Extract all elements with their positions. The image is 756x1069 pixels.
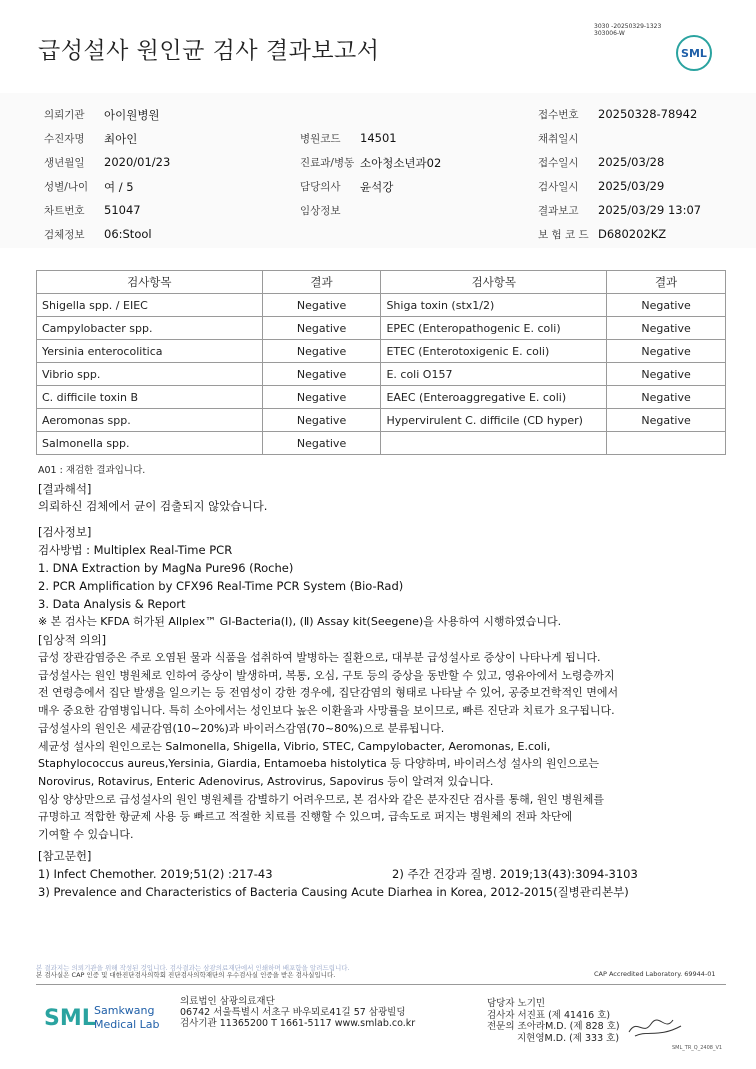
sml-logo-icon bbox=[675, 34, 713, 72]
test-item: ETEC (Enterotoxigenic E. coli) bbox=[381, 340, 607, 363]
test-result: Negative bbox=[607, 386, 726, 409]
header-result: 결과 bbox=[607, 271, 726, 294]
value-birthdate: 2020/01/23 bbox=[104, 155, 171, 169]
label-sex-age: 성별/나이 bbox=[44, 181, 89, 193]
test-item: Shiga toxin (stx1/2) bbox=[381, 294, 607, 317]
info-row-specimen bbox=[0, 223, 756, 247]
test-item: EAEC (Enteroaggregative E. coli) bbox=[381, 386, 607, 409]
test-item: Campylobacter spp. bbox=[37, 317, 263, 340]
value-sex-age: 여 / 5 bbox=[104, 180, 134, 194]
clinical-line: 급성설사의 원인은 세균감염(10~20%)과 바이러스감염(70~80%)으로 분류됩니다. bbox=[38, 721, 445, 735]
table-row bbox=[37, 317, 726, 340]
clinical-line: 급성 장관감염증은 주로 오염된 물과 식품을 섭취하여 발병하는 질환으로, 대부분 급성설사로 증상이 나타나게 됩니다. bbox=[38, 651, 601, 664]
clinical-heading: [임상적 의의] bbox=[38, 633, 107, 647]
brand-line-2: Medical Lab bbox=[94, 1018, 160, 1031]
brand-logo-text: SML bbox=[44, 1006, 96, 1031]
label-receipt-date: 접수일시 bbox=[538, 157, 579, 169]
form-code: SML_TR_Q_2408_V1 bbox=[672, 1045, 723, 1051]
test-result: Negative bbox=[607, 294, 726, 317]
label-patient-name: 수진자명 bbox=[44, 133, 85, 145]
footer-accreditation: 본 검사실은 CAP 인증 및 대한진단검사의학회 진단검사의학재단의 우수검사실 인증을 받은 검사실입니다. bbox=[36, 971, 336, 979]
test-result: Negative bbox=[262, 363, 381, 386]
label-receipt-no: 접수번호 bbox=[538, 109, 579, 121]
value-doctor: 윤석강 bbox=[360, 180, 394, 194]
footer-disclaimer: 본 결과지는 의뢰기관을 위해 작성된 것입니다. 검사결과는 삼광의료재단에서 인쇄하며 배포함을 알려드립니다. bbox=[36, 964, 350, 972]
label-insurance-code: 보 험 코 드 bbox=[538, 229, 589, 241]
test-result: Negative bbox=[262, 317, 381, 340]
table-row bbox=[37, 409, 726, 432]
clinical-line: 임상 양상만으로 급성설사의 원인 병원체를 감별하기 어려우므로, 본 검사와 같은 분자진단 검사를 통해, 원인 병원체를 bbox=[38, 792, 604, 806]
test-item: Vibrio spp. bbox=[37, 363, 263, 386]
test-info-lines bbox=[38, 541, 561, 631]
test-method-line: 검사방법 : Multiplex Real-Time PCR bbox=[38, 543, 233, 557]
reference-3: 3) Prevalence and Characteristics of Bacteria Causing Acute Diarhea in Korea, 2012-2015(질병관리본부) bbox=[38, 885, 629, 899]
footer-cap-number: CAP Accredited Laboratory. 69944-01 bbox=[594, 970, 716, 978]
signer-line: 전문의 조아라M.D. (제 828 호) bbox=[487, 1021, 620, 1032]
test-result: Negative bbox=[607, 409, 726, 432]
results-table-header bbox=[37, 271, 726, 294]
test-info-heading: [검사정보] bbox=[38, 525, 92, 539]
info-row-birth bbox=[0, 151, 756, 175]
value-specimen: 06:Stool bbox=[104, 227, 152, 241]
clinical-line: 매우 중요한 감염병입니다. 특히 소아에서는 성인보다 높은 이환율과 사망률을 보이므로, 빠른 진단과 치료가 요구됩니다. bbox=[38, 704, 615, 718]
address-line: 의료법인 삼광의료재단 bbox=[180, 996, 275, 1007]
test-step-line: 3. Data Analysis & Report bbox=[38, 597, 186, 611]
test-item: Yersinia enterocolitica bbox=[37, 340, 263, 363]
document-code-line-1: 3030 -20250329-1323 bbox=[594, 23, 662, 30]
sml-brand-logo-icon bbox=[44, 998, 174, 1034]
references-heading: [참고문헌] bbox=[38, 849, 92, 863]
report-title: 급성설사 원인균 검사 결과보고서 bbox=[38, 38, 380, 64]
signature-icon bbox=[625, 1012, 685, 1042]
test-item: Salmonella spp. bbox=[37, 432, 263, 455]
signer-line: 검사자 서진표 (제 41416 호) bbox=[487, 1009, 611, 1021]
value-test-date: 2025/03/29 bbox=[598, 179, 665, 193]
label-department: 진료과/병동 bbox=[300, 157, 355, 169]
document-code bbox=[594, 23, 661, 37]
retest-note: A01 : 재검한 결과입니다. bbox=[38, 465, 146, 476]
test-result: Negative bbox=[607, 340, 726, 363]
label-hospital-code: 병원코드 bbox=[300, 133, 341, 145]
clinical-line: 규명하고 적합한 항균제 사용 등 빠르고 적절한 치료를 진행할 수 있으며, 급속도로 퍼지는 병원체의 전파 차단에 bbox=[38, 810, 573, 824]
value-report-date: 2025/03/29 13:07 bbox=[598, 203, 702, 217]
value-hospital-code: 14501 bbox=[360, 131, 397, 145]
label-test-date: 검사일시 bbox=[538, 181, 579, 193]
institution-address bbox=[180, 996, 415, 1029]
test-item: Hypervirulent C. difficile (CD hyper) bbox=[381, 409, 607, 432]
test-result: Negative bbox=[607, 317, 726, 340]
test-result: Negative bbox=[262, 340, 381, 363]
value-receipt-no: 20250328-78942 bbox=[598, 107, 698, 121]
header-test-item: 검사항목 bbox=[37, 271, 263, 294]
interpretation-text: 의뢰하신 검체에서 균이 검출되지 않았습니다. bbox=[38, 499, 268, 513]
footer-divider bbox=[36, 984, 726, 985]
address-line: 검사기관 11365200 T 1661-5117 www.smlab.co.kr bbox=[180, 1018, 416, 1029]
test-result: Negative bbox=[607, 363, 726, 386]
clinical-line: 기여할 수 있습니다. bbox=[38, 828, 134, 842]
sml-logo-text: SML bbox=[681, 47, 707, 60]
results-table bbox=[36, 270, 726, 455]
test-item: Shigella spp. / EIEC bbox=[37, 294, 263, 317]
test-result: Negative bbox=[262, 386, 381, 409]
test-result bbox=[607, 432, 726, 455]
value-receipt-date: 2025/03/28 bbox=[598, 155, 665, 169]
table-row bbox=[37, 432, 726, 455]
value-chart-no: 51047 bbox=[104, 203, 141, 217]
table-row bbox=[37, 294, 726, 317]
test-result: Negative bbox=[262, 432, 381, 455]
clinical-line: Norovirus, Rotavirus, Enteric Adenovirus, Astrovirus, Sapovirus 등이 알려져 있습니다. bbox=[38, 774, 494, 788]
table-row bbox=[37, 386, 726, 409]
address-line: 06742 서울특별시 서초구 바우뫼로41길 57 삼광빌딩 bbox=[180, 1007, 406, 1018]
reference-2: 2) 주간 건강과 질병. 2019;13(43):3094-3103 bbox=[392, 867, 638, 881]
value-institution: 아이원병원 bbox=[104, 108, 160, 122]
clinical-line: Staphylococcus aureus,Yersinia, Giardia, Entamoeba histolytica 등 다양하며, 바이러스성 설사의 원인으로는 bbox=[38, 757, 600, 771]
kfda-note-line: ※ 본 검사는 KFDA 허가된 Allplex™ GI-Bacteria(Ⅰ), (Ⅱ) Assay kit(Seegene)을 사용하여 시행하였습니다. bbox=[38, 615, 562, 628]
label-doctor: 담당의사 bbox=[300, 181, 341, 193]
info-row-institution bbox=[0, 103, 756, 127]
header-result: 결과 bbox=[262, 271, 381, 294]
test-step-line: 1. DNA Extraction by MagNa Pure96 (Roche) bbox=[38, 561, 294, 575]
clinical-line: 전 연령층에서 집단 발생을 일으키는 등 전염성이 강한 경우에, 집단감염의 형태로 나타날 수 있어, 공중보건학적인 면에서 bbox=[38, 686, 619, 700]
test-item: EPEC (Enteropathogenic E. coli) bbox=[381, 317, 607, 340]
clinical-text bbox=[38, 649, 618, 844]
reference-1: 1) Infect Chemother. 2019;51(2) :217-43 bbox=[38, 867, 273, 881]
header-test-item: 검사항목 bbox=[381, 271, 607, 294]
signer-line: 담당자 노기민 bbox=[487, 998, 546, 1009]
test-item: Aeromonas spp. bbox=[37, 409, 263, 432]
test-item bbox=[381, 432, 607, 455]
test-item: E. coli O157 bbox=[381, 363, 607, 386]
interpretation-heading: [결과해석] bbox=[38, 482, 92, 496]
label-clinical-info: 임상정보 bbox=[300, 205, 341, 217]
value-insurance-code: D680202KZ bbox=[598, 227, 667, 241]
table-row bbox=[37, 340, 726, 363]
info-row-chart bbox=[0, 199, 756, 223]
signer-block bbox=[487, 998, 620, 1044]
signer-line: 지현영M.D. (제 333 호) bbox=[517, 1032, 620, 1044]
label-collection-time: 채취일시 bbox=[538, 133, 579, 145]
test-step-line: 2. PCR Amplification by CFX96 Real-Time PCR System (Bio-Rad) bbox=[38, 579, 404, 593]
patient-info-section bbox=[0, 93, 756, 248]
value-department: 소아청소년과02 bbox=[360, 156, 442, 170]
info-row-sex bbox=[0, 175, 756, 199]
clinical-line: 급성설사는 원인 병원체로 인하여 증상이 발생하며, 복통, 오심, 구토 등의 증상을 동반할 수 있고, 영유아에서 노령층까지 bbox=[38, 668, 615, 682]
info-row-patient bbox=[0, 127, 756, 151]
label-institution: 의뢰기관 bbox=[44, 109, 85, 121]
label-birthdate: 생년월일 bbox=[44, 157, 85, 169]
clinical-line: 세균성 설사의 원인으로는 Salmonella, Shigella, Vibrio, STEC, Campylobacter, Aeromonas, E.coli, bbox=[38, 739, 551, 753]
table-row bbox=[37, 363, 726, 386]
label-specimen: 검체정보 bbox=[44, 229, 85, 241]
test-item: C. difficile toxin B bbox=[37, 386, 263, 409]
label-report-date: 결과보고 bbox=[538, 205, 579, 217]
document-code-line-2: 303006-W bbox=[594, 30, 625, 37]
brand-line-1: Samkwang bbox=[94, 1004, 155, 1017]
value-patient-name: 최아인 bbox=[104, 132, 138, 146]
label-chart-no: 차트번호 bbox=[44, 205, 85, 217]
test-result: Negative bbox=[262, 294, 381, 317]
samkwang-brand bbox=[44, 998, 174, 1038]
test-result: Negative bbox=[262, 409, 381, 432]
